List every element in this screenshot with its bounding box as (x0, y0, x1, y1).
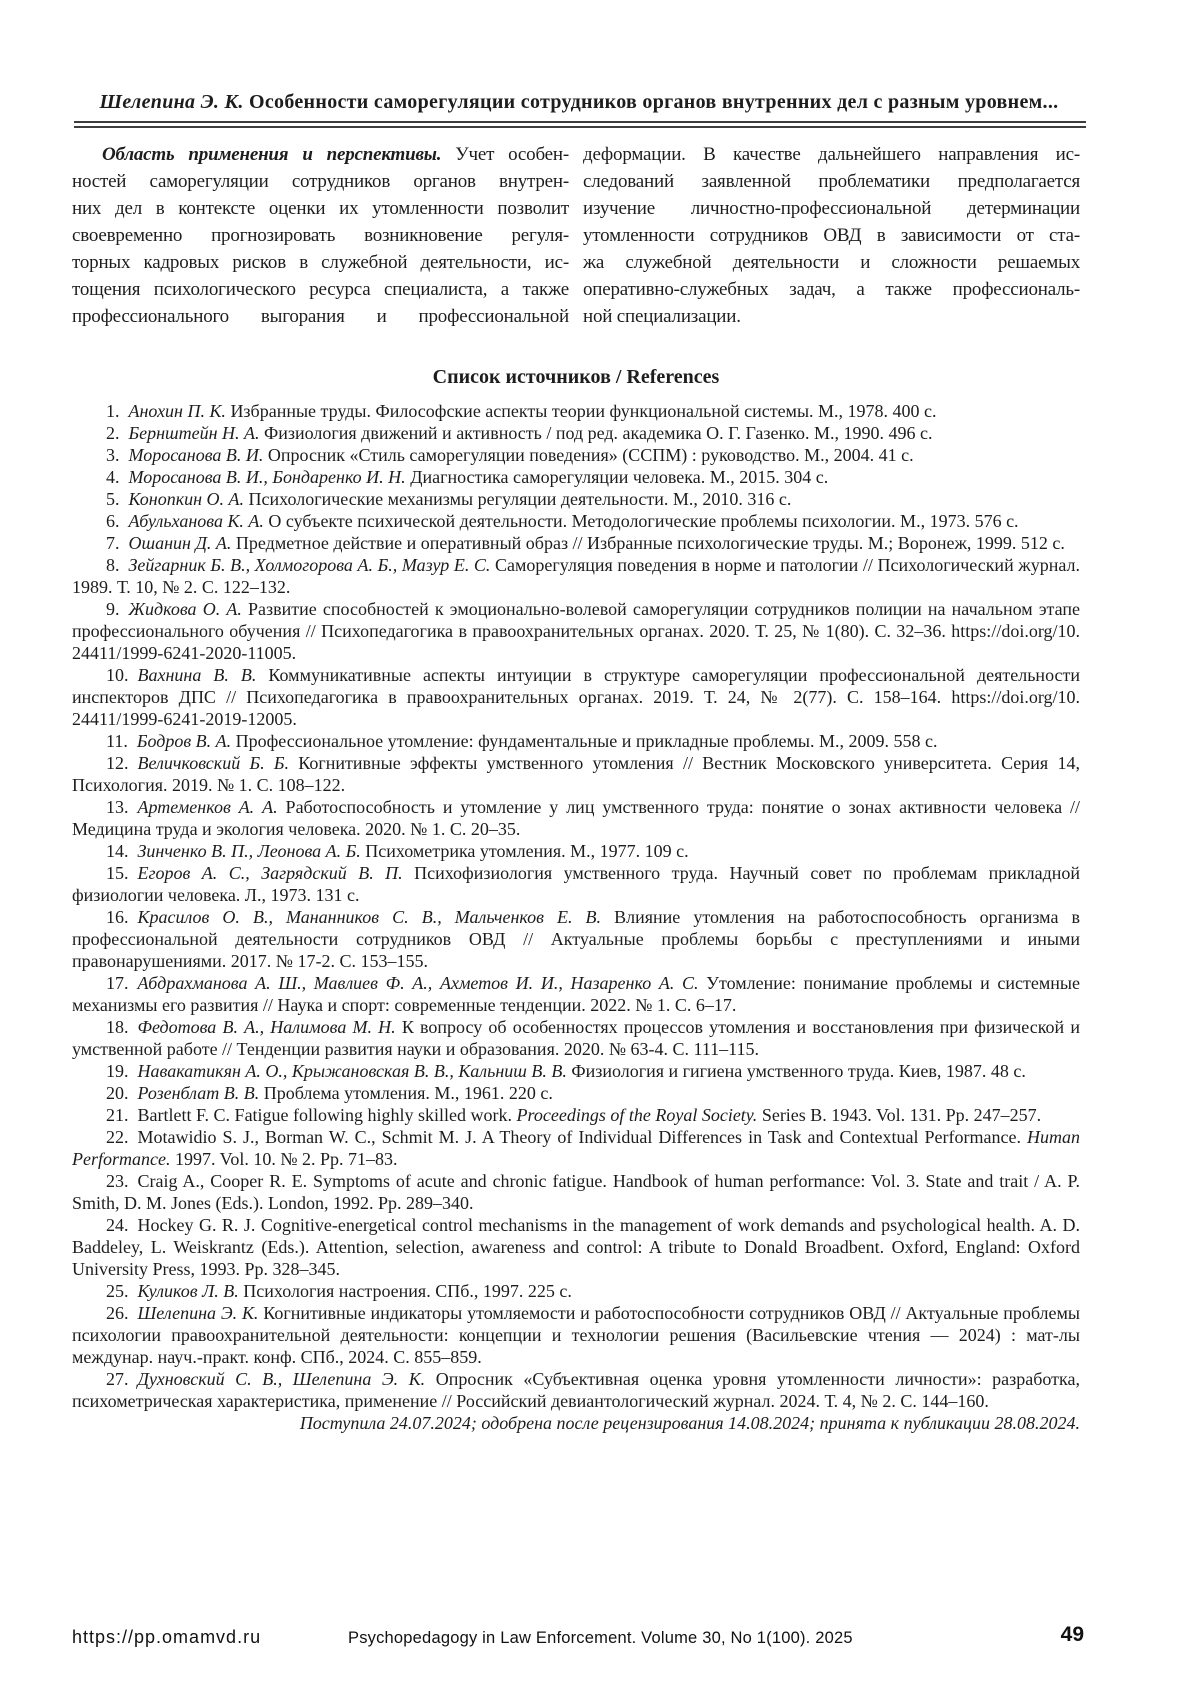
reference-number: 13. (106, 797, 138, 817)
reference-number: 25. (106, 1281, 138, 1301)
reference-text: Когнитивные индикаторы утомляемости и работоспособности сотрудников ОВД // Актуальные проблемы психологии правоохранительной деятельности: концепции и технологии решения (Васильевские чтения — 2024) : мат-лы междунар. науч.-практ. конф. СПб., 2024. С. 855–859. (72, 1303, 1080, 1367)
reference-number: 19. (106, 1061, 138, 1081)
reference-italic-text: Ошанин Д. А. (128, 533, 232, 553)
reference-italic-text: Навакатикян А. О., Крыжановская В. В., Кальниш В. В. (137, 1061, 567, 1081)
reference-number: 2. (106, 423, 129, 443)
reference-number: 16. (106, 907, 138, 927)
intro-line (583, 222, 1080, 249)
reference-item (72, 1214, 1080, 1280)
reference-text: Физиология и гигиена умственного труда. Киев, 1987. 48 с. (566, 1061, 1026, 1081)
reference-number: 14. (106, 841, 138, 861)
reference-number: 26. (106, 1303, 138, 1323)
reference-text: Motawidio S. J., Borman W. C., Schmit M. J. A Theory of Individual Differences in Task and Contextual Performance. (137, 1127, 1027, 1147)
references-section (72, 366, 1080, 1434)
reference-number: 11. (106, 731, 137, 751)
intro-line (72, 276, 569, 303)
intro-line-text: изучение личностно-профессиональной детерминации (583, 198, 1080, 219)
reference-item (72, 1060, 1080, 1082)
reference-text: Психологические механизмы регуляции деятельности. М., 2010. 316 с. (244, 489, 792, 509)
reference-number: 18. (106, 1017, 138, 1037)
reference-number: 15. (106, 863, 138, 883)
reference-text: Физиология движений и активность / под ред. академика О. Г. Газенко. М., 1990. 496 с. (259, 423, 933, 443)
reference-item (72, 1104, 1080, 1126)
reference-text: Проблема утомления. М., 1961. 220 с. (259, 1083, 553, 1103)
reference-italic-text: Красилов О. В., Мананников С. В., Мальченков Е. В. (137, 907, 602, 927)
reference-item (72, 554, 1080, 598)
reference-italic-text: Духновский С. В., Шелепина Э. К. (137, 1369, 426, 1389)
intro-line (583, 249, 1080, 276)
reference-text: Опросник «Стиль саморегуляции поведения» (ССПМ) : руководство. М., 2004. 41 с. (263, 445, 914, 465)
reference-italic-text: Human Performance. (72, 1127, 1080, 1169)
reference-italic-text: Зейгарник Б. В., Холмогорова А. Б., Мазур Е. С. (128, 555, 491, 575)
intro-right-column (583, 141, 1080, 330)
reference-item (72, 1082, 1080, 1104)
reference-italic-text: Зинченко В. П., Леонова А. Б. (137, 841, 361, 861)
reference-item (72, 1368, 1080, 1412)
intro-line-text: следований заявленной проблематики предполагается (583, 171, 1080, 192)
reference-item (72, 510, 1080, 532)
intro-line-text: утомленности сотрудников ОВД в зависимости от ста- (583, 225, 1080, 246)
reference-text: Профессиональное утомление: фундаментальные и прикладные проблемы. М., 2009. 558 с. (231, 731, 938, 751)
reference-item (72, 972, 1080, 1016)
reference-item (72, 532, 1080, 554)
reference-italic-text: Куликов Л. В. (137, 1281, 239, 1301)
reference-item (72, 1126, 1080, 1170)
reference-text: 1997. Vol. 10. № 2. Pp. 71–83. (170, 1149, 398, 1169)
intro-line-text: Учет особен- (441, 144, 569, 165)
reference-number: 5. (106, 489, 129, 509)
header-double-rule (74, 121, 1086, 128)
reference-text: Психофизиология умственного труда. Научный совет по проблемам прикладной физиологии человека. Л., 1973. 131 с. (72, 863, 1080, 905)
reference-italic-text: Розенблат В. В. (137, 1083, 260, 1103)
intro-line (72, 222, 569, 249)
footer-journal-url: https://pp.omamvd.ru (72, 1627, 262, 1647)
intro-two-column-text (72, 141, 1080, 330)
running-head-author: Шелепина Э. К. (99, 91, 244, 113)
reference-number: 10. (106, 665, 138, 685)
reference-number: 23. (106, 1171, 138, 1191)
reference-item (72, 444, 1080, 466)
reference-item (72, 906, 1080, 972)
reference-italic-text: Егоров А. С., Загрядский В. П. (137, 863, 403, 883)
reference-italic-text: Абульханова К. А. (128, 511, 264, 531)
intro-line-text: жа служебной деятельности и сложности решаемых (583, 252, 1080, 273)
reference-item (72, 422, 1080, 444)
reference-item (72, 598, 1080, 664)
reference-number: 7. (106, 533, 129, 553)
reference-text: Bartlett F. C. Fatigue following highly skilled work. (137, 1105, 517, 1125)
intro-line-text: своевременно прогнозировать возникновение регуля- (72, 225, 569, 246)
reference-number: 8. (106, 555, 129, 575)
intro-line-text: ностей саморегуляции сотрудников органов внутрен- (72, 171, 569, 192)
reference-item (72, 796, 1080, 840)
footer-journal-title: Psychopedagogy in Law Enforcement. Volume 30, No 1(100). 2025 (348, 1629, 853, 1647)
intro-line (72, 141, 569, 168)
reference-number: 3. (106, 445, 129, 465)
reference-italic-text: Моросанова В. И. (128, 445, 264, 465)
reference-number: 21. (106, 1105, 138, 1125)
reference-text: О субъекте психической деятельности. Методологические проблемы психологии. М., 1973. 576 с. (263, 511, 1019, 531)
reference-italic-text: Жидкова О. А. (128, 599, 242, 619)
intro-line-text: тощения психологического ресурса специалиста, а также (72, 279, 569, 300)
reference-text: Опросник «Субъективная оценка уровня утомленности личности»: разработка, психометрическая характеристика, применение // Российский девиантологический журнал. 2024. Т. 4, № 2. С. 144–160. (72, 1369, 1080, 1411)
intro-line-text: оперативно-служебных задач, а также профессиональ- (583, 279, 1080, 300)
intro-line (583, 303, 1080, 330)
reference-text: Диагностика саморегуляции человека. М., 2015. 304 с. (405, 467, 829, 487)
reference-text: Саморегуляция поведения в норме и патологии // Психологический журнал. 1989. Т. 10, № 2. С. 122–132. (72, 555, 1080, 597)
reference-item (72, 1170, 1080, 1214)
intro-line (583, 195, 1080, 222)
reference-text: Коммуникативные аспекты интуиции в структуре саморегуляции профессиональной деятельности инспекторов ДПС // Психопедагогика в правоохранительных органах. 2019. Т. 24, № 2(77). С. 158–164. https://doi.org/10. 24411/1999-6241-2019-12005. (72, 665, 1081, 729)
intro-line-text: профессионального выгорания и профессиональной (72, 306, 569, 327)
reference-item (72, 1280, 1080, 1302)
reference-text: Работоспособность и утомление у лиц умственного труда: понятие о зонах активности человека // Медицина труда и экология человека. 2020. № 1. С. 20–35. (72, 797, 1080, 839)
intro-line (72, 195, 569, 222)
reference-italic-text: Абдрахманова А. Ш., Мавлиев Ф. А., Ахметов И. И., Назаренко А. С. (137, 973, 699, 993)
reference-text: Влияние утомления на работоспособность организма в профессиональной деятельности сотрудников ОВД // Актуальные проблемы борьбы с преступлениями и иными правонарушениями. 2017. № 17-2. С. 153–155. (72, 907, 1080, 971)
reference-item (72, 466, 1080, 488)
reference-text: Психометрика утомления. М., 1977. 109 с. (360, 841, 689, 861)
reference-italic-text: Вахнина В. В. (137, 665, 257, 685)
reference-italic-text: Конопкин О. А. (128, 489, 245, 509)
received-dates-line: Поступила 24.07.2024; одобрена после рецензирования 14.08.2024; принята к публикации 28.08.2024. (299, 1413, 1080, 1433)
reference-italic-text: Величковский Б. Б. (137, 753, 289, 773)
reference-number: 17. (106, 973, 138, 993)
reference-text: К вопросу об особенностях процессов утомления и восстановления при физической и умственной работе // Тенденции развития науки и образования. 2020. № 63-4. С. 111–115. (72, 1017, 1080, 1059)
intro-line (72, 249, 569, 276)
reference-text: Hockey G. R. J. Cognitive-energetical control mechanisms in the management of work demands and psychological health. A. D. Baddeley, L. Weiskrantz (Eds.). Attention, selection, awareness and control: A tribute to Donald Broadbent. Oxford, England: Oxford University Press, 1993. Pp. 328–345. (72, 1215, 1080, 1279)
reference-number: 9. (106, 599, 129, 619)
reference-italic-text: Моросанова В. И., Бондаренко И. Н. (128, 467, 406, 487)
running-head (72, 91, 1086, 114)
reference-text: Избранные труды. Философские аспекты теории функциональной системы. М., 1978. 400 с. (225, 401, 937, 421)
reference-italic-text: Анохин П. К. (128, 401, 226, 421)
reference-item (72, 730, 1080, 752)
reference-italic-text: Шелепина Э. К. (137, 1303, 259, 1323)
reference-number: 22. (106, 1127, 138, 1147)
intro-line-text: них дел в контексте оценки их утомленности позволит (72, 198, 569, 219)
intro-line (583, 141, 1080, 168)
reference-item (72, 862, 1080, 906)
intro-line-text: деформации. В качестве дальнейшего направления ис- (583, 144, 1080, 165)
intro-line-text: ной специализации. (583, 306, 741, 327)
intro-left-column (72, 141, 569, 330)
reference-item (72, 400, 1080, 422)
reference-number: 12. (106, 753, 138, 773)
references-list (72, 400, 1080, 1412)
reference-text: Развитие способностей к эмоционально-волевой саморегуляции сотрудников полиции на начальном этапе профессионального обучения // Психопедагогика в правоохранительных органах. 2020. Т. 25, № 1(80). С. 32–36. https://doi.org/10. 24411/1999-6241-2020-11005. (72, 599, 1080, 663)
intro-line (72, 303, 569, 330)
intro-lead-in: Область применения и перспективы. (102, 144, 442, 165)
reference-number: 27. (106, 1369, 138, 1389)
reference-text: Series B. 1943. Vol. 131. Pp. 247–257. (757, 1105, 1042, 1125)
reference-number: 4. (106, 467, 129, 487)
reference-item (72, 1016, 1080, 1060)
reference-number: 20. (106, 1083, 138, 1103)
reference-text: Craig A., Cooper R. E. Symptoms of acute and chronic fatigue. Handbook of human performance: Vol. 3. State and trait / A. P. Smith, D. M. Jones (Eds.). London, 1992. Pp. 289–340. (72, 1171, 1080, 1213)
reference-text: Когнитивные эффекты умственного утомления // Вестник Московского университета. Серия 14, Психология. 2019. № 1. С. 108–122. (72, 753, 1080, 795)
reference-italic-text: Proceedings of the Royal Society. (516, 1105, 758, 1125)
running-head-title: Особенности саморегуляции сотрудников органов внутренних дел с разным уровнем... (243, 91, 1059, 113)
reference-italic-text: Федотова В. А., Налимова М. Н. (137, 1017, 396, 1037)
intro-line (72, 168, 569, 195)
reference-item (72, 1302, 1080, 1368)
reference-item (72, 752, 1080, 796)
intro-line (583, 168, 1080, 195)
reference-number: 1. (106, 401, 129, 421)
intro-line-text: торных кадровых рисков в служебной деятельности, ис- (72, 252, 569, 273)
reference-item (72, 664, 1080, 730)
references-heading: Список источников / References (432, 366, 720, 388)
footer-page-number: 49 (1060, 1623, 1084, 1646)
reference-italic-text: Артеменков А. А. (137, 797, 278, 817)
reference-italic-text: Бернштейн Н. А. (128, 423, 260, 443)
reference-number: 24. (106, 1215, 138, 1235)
reference-italic-text: Бодров В. А. (136, 731, 232, 751)
intro-line (583, 276, 1080, 303)
reference-item (72, 840, 1080, 862)
reference-item (72, 488, 1080, 510)
reference-text: Утомление: понимание проблемы и системные механизмы его развития // Наука и спорт: современные тенденции. 2022. № 1. С. 6–17. (72, 973, 1080, 1015)
reference-number: 6. (106, 511, 129, 531)
reference-text: Предметное действие и оперативный образ // Избранные психологические труды. М.; Воронеж, 1999. 512 с. (231, 533, 1065, 553)
reference-text: Психология настроения. СПб., 1997. 225 с. (238, 1281, 572, 1301)
